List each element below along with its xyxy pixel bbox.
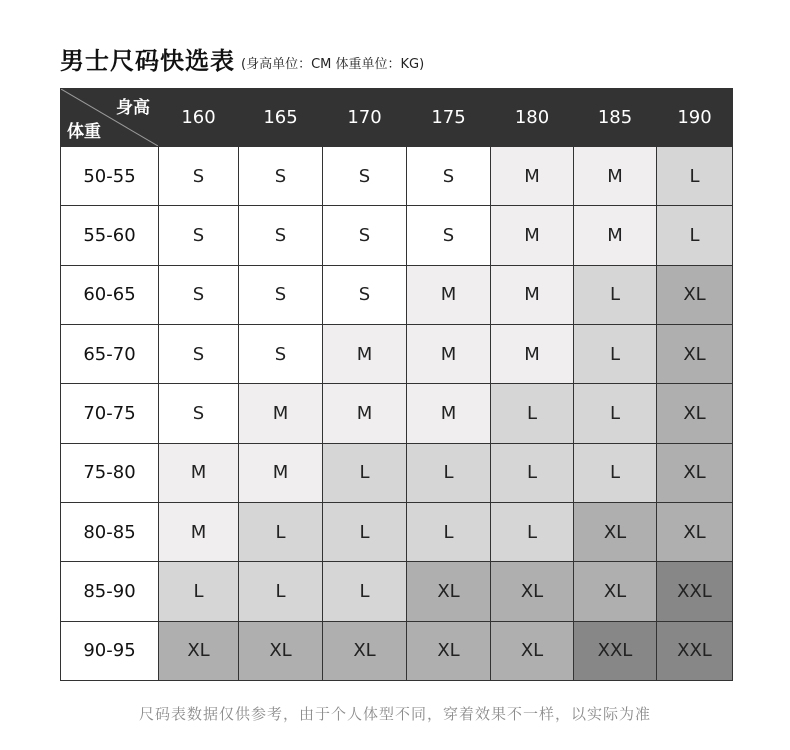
table-row	[61, 147, 733, 206]
size-cell: XL	[407, 621, 491, 680]
unit-note: (身高单位：CM 体重单位：KG)	[241, 57, 425, 72]
size-cell: S	[159, 147, 239, 206]
size-cell: S	[159, 206, 239, 265]
size-cell: M	[491, 265, 574, 324]
weight-range-cell: 90-95	[61, 621, 159, 680]
size-cell: L	[574, 265, 657, 324]
size-cell: M	[407, 384, 491, 443]
size-cell: L	[491, 502, 574, 561]
size-cell: M	[323, 324, 407, 383]
weight-range-cell: 65-70	[61, 324, 159, 383]
size-cell: XXL	[657, 621, 733, 680]
size-cell: M	[491, 147, 574, 206]
size-cell: M	[574, 147, 657, 206]
size-cell: S	[323, 147, 407, 206]
size-cell: S	[159, 384, 239, 443]
size-cell: L	[407, 502, 491, 561]
size-cell: M	[239, 443, 323, 502]
size-cell: M	[159, 502, 239, 561]
table-row	[61, 265, 733, 324]
weight-range-cell: 85-90	[61, 562, 159, 621]
height-axis-label: 身高	[116, 98, 150, 118]
size-cell: L	[159, 562, 239, 621]
table-row	[61, 443, 733, 502]
height-header: 170	[323, 89, 407, 147]
weight-range-cell: 60-65	[61, 265, 159, 324]
size-cell: XL	[657, 265, 733, 324]
weight-range-cell: 75-80	[61, 443, 159, 502]
size-table-body	[61, 147, 733, 681]
height-header: 160	[159, 89, 239, 147]
table-row	[61, 502, 733, 561]
size-cell: M	[491, 206, 574, 265]
corner-header-cell	[61, 89, 159, 147]
size-cell: L	[657, 147, 733, 206]
weight-range-cell: 50-55	[61, 147, 159, 206]
size-cell: M	[159, 443, 239, 502]
size-cell: XL	[574, 562, 657, 621]
size-cell: L	[574, 443, 657, 502]
size-cell: XL	[159, 621, 239, 680]
size-cell: XL	[657, 443, 733, 502]
title-row	[60, 40, 424, 76]
size-cell: L	[574, 324, 657, 383]
height-header: 175	[407, 89, 491, 147]
size-cell: XL	[574, 502, 657, 561]
size-cell: S	[407, 147, 491, 206]
table-row	[61, 324, 733, 383]
disclaimer-note: 尺码表数据仅供参考，由于个人体型不同，穿着效果不一样，以实际为准	[138, 705, 651, 723]
size-chart-table	[60, 88, 733, 681]
size-cell: XL	[407, 562, 491, 621]
size-cell: M	[491, 324, 574, 383]
size-cell: XL	[491, 562, 574, 621]
size-cell: S	[323, 265, 407, 324]
size-cell: L	[239, 562, 323, 621]
weight-range-cell: 55-60	[61, 206, 159, 265]
size-cell: L	[574, 384, 657, 443]
size-cell: XL	[239, 621, 323, 680]
size-cell: XXL	[574, 621, 657, 680]
size-cell: M	[323, 384, 407, 443]
size-cell: XXL	[657, 562, 733, 621]
size-cell: XL	[323, 621, 407, 680]
size-cell: L	[323, 502, 407, 561]
size-cell: S	[323, 206, 407, 265]
size-cell: L	[323, 443, 407, 502]
height-header: 185	[574, 89, 657, 147]
weight-axis-label: 体重	[67, 122, 101, 142]
size-cell: L	[239, 502, 323, 561]
size-cell: S	[239, 324, 323, 383]
height-header: 180	[491, 89, 574, 147]
height-header: 165	[239, 89, 323, 147]
size-cell: S	[239, 147, 323, 206]
height-header: 190	[657, 89, 733, 147]
table-row	[61, 384, 733, 443]
size-cell: L	[657, 206, 733, 265]
size-cell: M	[574, 206, 657, 265]
size-cell: S	[407, 206, 491, 265]
size-cell: M	[407, 324, 491, 383]
size-cell: S	[239, 265, 323, 324]
size-cell: XL	[657, 384, 733, 443]
size-cell: XL	[491, 621, 574, 680]
size-cell: XL	[657, 502, 733, 561]
weight-range-cell: 70-75	[61, 384, 159, 443]
size-cell: M	[407, 265, 491, 324]
size-cell: S	[239, 206, 323, 265]
size-cell: XL	[657, 324, 733, 383]
size-cell: L	[323, 562, 407, 621]
size-cell: M	[239, 384, 323, 443]
size-cell: L	[407, 443, 491, 502]
size-cell: S	[159, 324, 239, 383]
size-cell: S	[159, 265, 239, 324]
size-cell: L	[491, 443, 574, 502]
page-title: 男士尺码快选表	[60, 47, 235, 75]
table-row	[61, 621, 733, 680]
size-cell: L	[491, 384, 574, 443]
weight-range-cell: 80-85	[61, 502, 159, 561]
height-header-row	[61, 89, 733, 147]
table-row	[61, 562, 733, 621]
table-row	[61, 206, 733, 265]
